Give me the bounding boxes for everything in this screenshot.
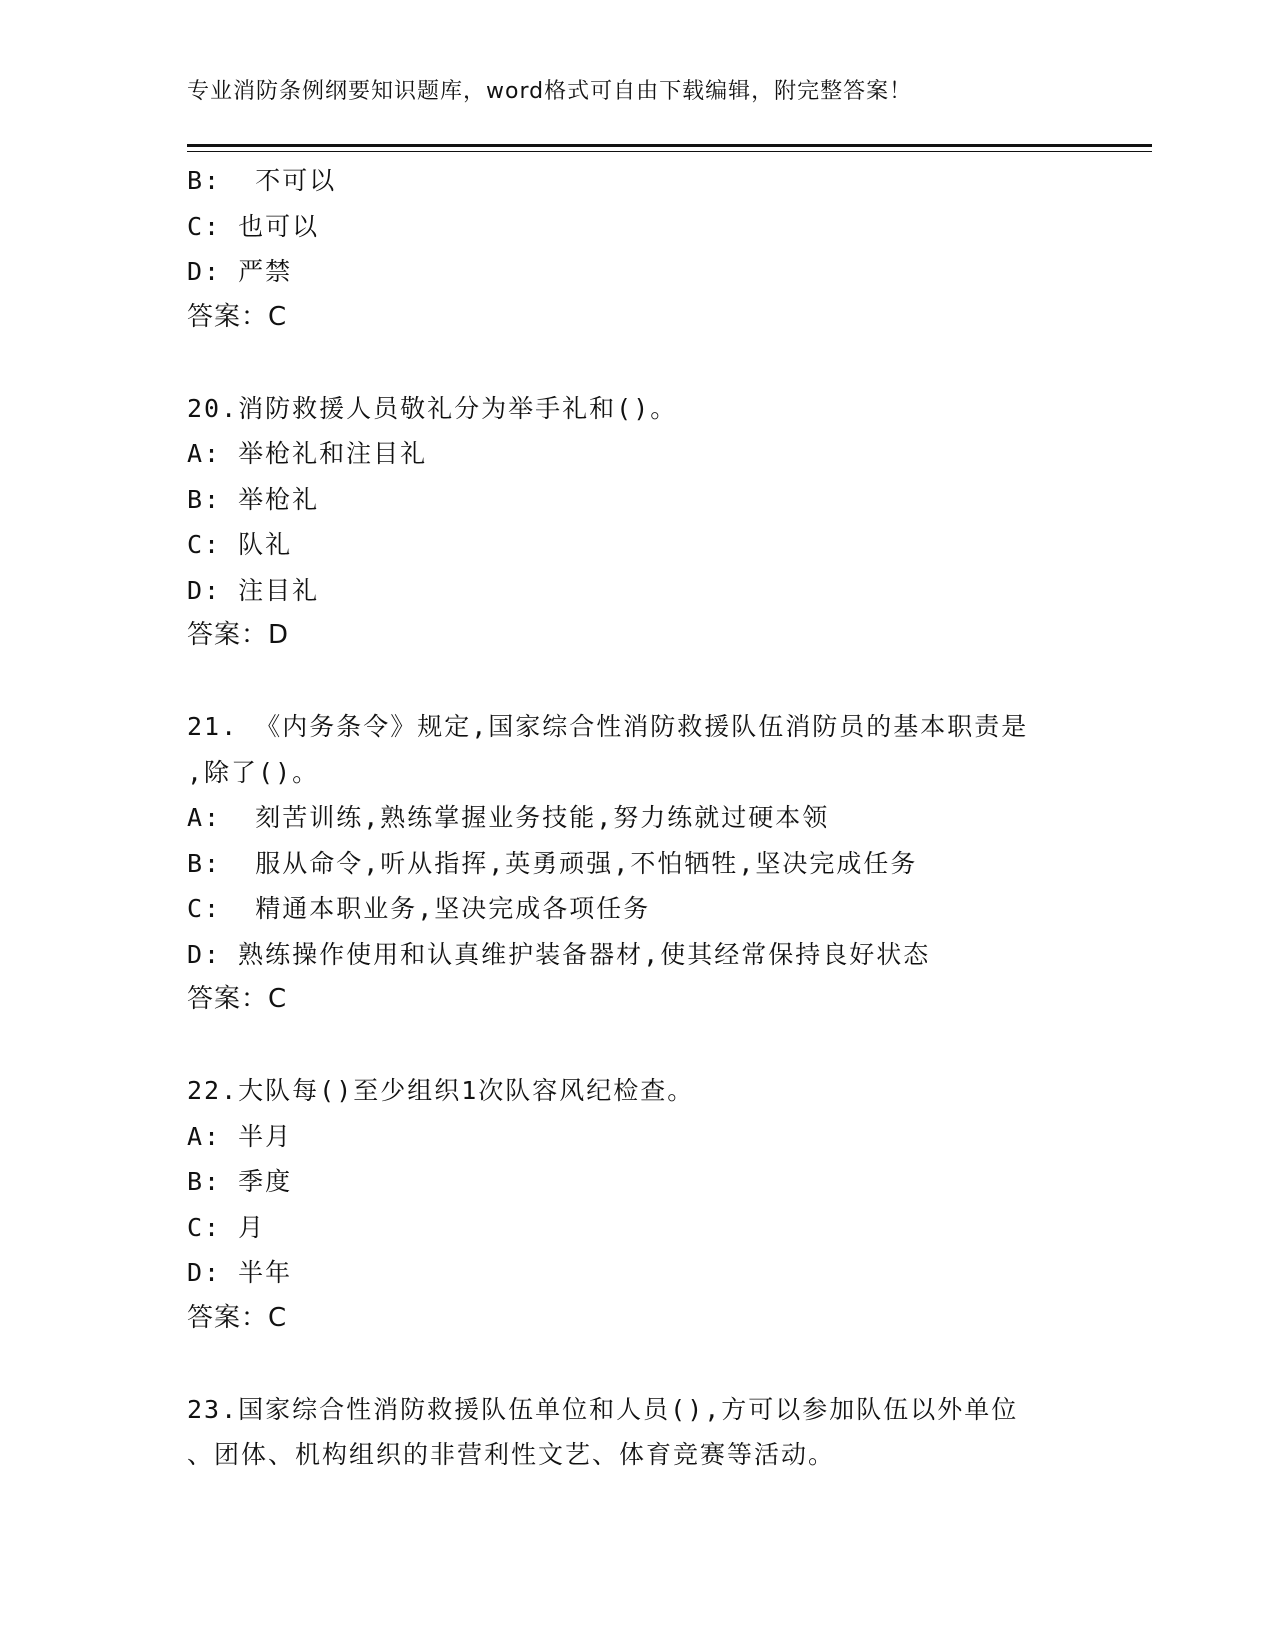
answer-line: 答案：D	[187, 620, 290, 650]
option-d: D: 熟练操作使用和认真维护装备器材,使其经常保持良好状态	[187, 939, 931, 969]
spacer	[187, 1023, 1107, 1069]
option-a: A: 刻苦训练,熟练掌握业务技能,努力练就过硬本领	[187, 803, 830, 832]
option-c: C: 精通本职业务,坚决完成各项任务	[187, 894, 651, 923]
option-c: C: 队礼	[187, 530, 293, 559]
option-a: A: 举枪礼和注目礼	[187, 439, 428, 468]
question-stem: 23.国家综合性消防救援队伍单位和人员(),方可以参加队伍以外单位	[187, 1394, 1019, 1424]
option-c: C: 月	[187, 1212, 266, 1242]
answer-line: 答案：C	[187, 984, 288, 1014]
spacer	[187, 659, 1107, 705]
question-stem-continued: 、团体、机构组织的非营利性文艺、体育竞赛等活动。	[187, 1440, 836, 1469]
option-b: B: 举枪礼	[187, 484, 320, 514]
option-d: D: 半年	[187, 1258, 293, 1287]
spacer	[187, 1341, 1107, 1387]
option-b: B: 季度	[187, 1167, 293, 1196]
option-b: B: 服从命令,听从指挥,英勇顽强,不怕牺牲,坚决完成任务	[187, 848, 918, 878]
header-rule-thin	[187, 151, 1152, 152]
answer-line: 答案：C	[187, 301, 288, 332]
question-stem: 21. 《内务条令》规定,国家综合性消防救援队伍消防员的基本职责是	[187, 712, 1029, 741]
option-c: C: 也可以	[187, 211, 320, 241]
option-d: D: 严禁	[187, 257, 293, 286]
page-header: 专业消防条例纲要知识题库，word格式可自由下载编辑，附完整答案！	[187, 79, 913, 104]
spacer	[187, 340, 1107, 386]
question-stem: 20.消防救援人员敬礼分为举手礼和()。	[187, 393, 678, 423]
answer-line: 答案：C	[187, 1302, 288, 1333]
option-a: A: 半月	[187, 1121, 293, 1151]
option-b: B: 不可以	[187, 166, 337, 195]
question-list	[187, 158, 1107, 1478]
option-d: D: 注目礼	[187, 575, 320, 605]
question-stem: 22.大队每()至少组织1次队容风纪检查。	[187, 1076, 695, 1105]
header-rule-thick	[187, 144, 1152, 147]
question-stem-continued: ,除了()。	[187, 757, 320, 787]
